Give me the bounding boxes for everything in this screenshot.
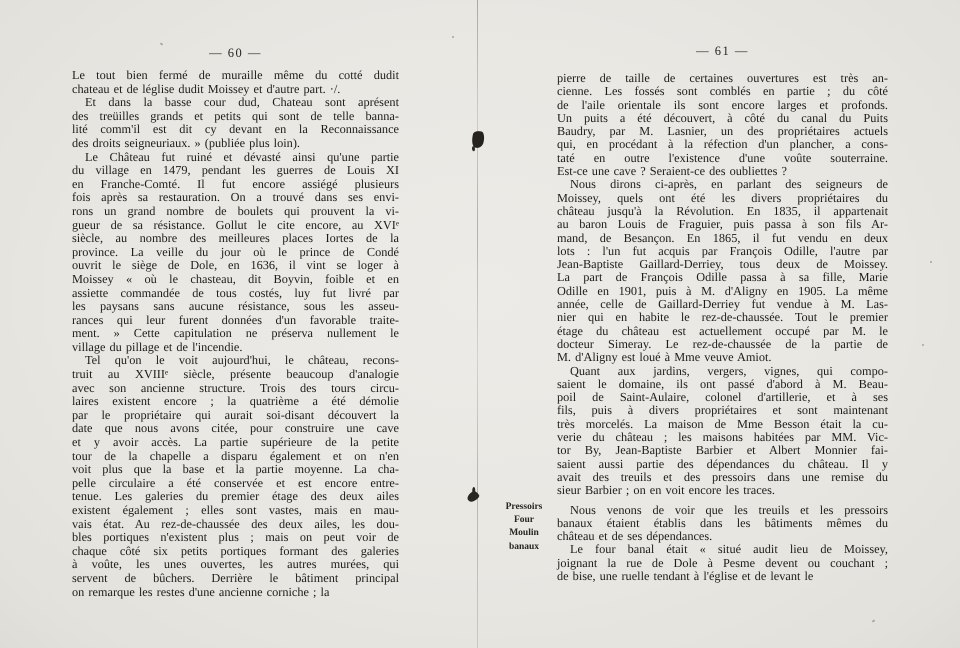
paragraph: [557, 72, 888, 178]
paper-speck: [930, 261, 932, 263]
text-line: Un puits a été découvert, à côté du canal du Puits: [557, 110, 888, 125]
text-line: lots : l'un fut acquis par François Odille, l'autre par: [557, 243, 888, 258]
text-line: du village en 1479, pendant les guerres de Louis XI: [72, 163, 399, 178]
page-number-right: — 61 —: [696, 44, 749, 58]
text-line: date que nous avons citée, pour construire une cave: [72, 421, 399, 436]
paragraph: [557, 178, 888, 364]
text-line: avec son ancienne structure. Trois des tours circu-: [72, 380, 399, 395]
text-line: Odille en 1901, puis à M. d'Aligny en 1905. La même: [557, 283, 888, 298]
text-line: tenue. Les galeries du premier étage des deux ailes: [72, 489, 399, 504]
text-line: province. La veille du jour où le prince de Condé: [72, 244, 399, 259]
text-line: qui, en procédant à la réfection d'un plancher, a cons-: [557, 137, 888, 152]
text-line: Le four banal était « situé audit lieu de Moissey,: [570, 542, 888, 557]
text-line: fois après sa restauration. On a trouvé dans ses envi-: [72, 190, 399, 205]
text-line: voit plus que la base et la partie moyenne. La cha-: [72, 462, 399, 477]
page-fold-divider: [477, 0, 478, 648]
margin-note-line: Four: [513, 515, 535, 526]
text-line: année, celle de Gaillard-Derriey fut vendue à M. Las-: [557, 297, 888, 312]
text-line: cienne. Les fossés sont comblés en partie ; du côté: [557, 84, 888, 99]
margin-note-line: Moulin: [509, 528, 539, 539]
text-line: tour de la chapelle a disparu également et on n'en: [72, 448, 399, 463]
text-line: La part de François Odille passa à sa fille, Marie: [557, 270, 888, 285]
text-line: Nous dirons ci-après, en parlant des seigneurs de: [570, 177, 888, 192]
text-line: Le tout bien fermé de muraille même du cotté dudit: [72, 68, 399, 82]
text-line: Tel qu'on le voit aujourd'hui, le château, recons-: [85, 353, 399, 368]
text-line: et y avoir accès. La partie supérieure de la petite: [72, 435, 399, 450]
text-line: pierre de taille de certaines ouvertures est très an-: [557, 71, 888, 85]
text-line: on remarque les restes d'une ancienne corniche ; la: [72, 584, 330, 599]
text-line: des treüilles grands et petits qui sont de telle banna-: [72, 108, 399, 123]
text-line: joignant la rue de Dole à Pesme devent ou couchant ;: [557, 555, 888, 570]
text-line: château jusqu'à la Révolution. En 1835, il appartenait: [557, 203, 888, 218]
margin-note-line: banaux: [508, 541, 540, 552]
paragraph: [72, 96, 399, 150]
text-line: tor By, Jean-Baptiste Barbier et Albert Monnier fai-: [557, 443, 888, 458]
text-line: Jean-Baptiste Gaillard-Derriey, tous deux de Moissey.: [557, 257, 888, 272]
text-line: des droits seigneuriaux. » (publiée plus loin).: [72, 135, 300, 150]
text-line: M. d'Aligny est loué à Mme veuve Amiot.: [557, 350, 772, 365]
text-line: docteur Simeray. Le rez-de-chaussée de la partie de: [557, 336, 888, 351]
text-line: banaux étaient établis dans les bâtiments mêmes du: [557, 515, 888, 530]
text-line: très morcelés. La maison de Mme Besson était la cu-: [557, 416, 888, 431]
paper-speck: [872, 619, 876, 622]
text-line: pelle circulaire a été conservée et est encore entre-: [72, 475, 399, 490]
text-line: existent également ; elles sont vastes, mais en mau-: [72, 503, 399, 517]
text-line: de bise, une ruelle tendant à l'église et de levant le: [557, 568, 814, 583]
text-line: Quant aux jardins, vergers, vignes, qui compo-: [570, 363, 888, 378]
text-line: par le propriétaire qui aurait soi-disant découvert la: [72, 407, 399, 422]
text-line: Moissey « où le chasteau, dit Boyvin, foible et en: [72, 271, 399, 286]
text-line: chateau et de léglise dudit Moissey et d'autre part. ·/.: [72, 81, 341, 96]
paragraph: [557, 543, 888, 583]
text-line: ment. » Cette capitulation ne préserva nullement le: [72, 326, 399, 341]
ink-blot-middle: [466, 490, 481, 504]
paragraph: [557, 365, 888, 498]
paper-speck: [922, 344, 924, 346]
left-page-text-column: [72, 69, 399, 599]
text-line: les paysans sans aucune résistance, sous les asseu-: [72, 299, 399, 314]
text-line: laires existent encore ; la quatrième a été démolie: [72, 394, 399, 409]
paragraph: [557, 504, 888, 544]
margin-note: [494, 501, 554, 554]
text-line: verie du château ; les maisons habitées par MM. Vic-: [557, 430, 888, 445]
text-line: rances qui leur furent données d'un favorable traite-: [72, 312, 399, 327]
text-line: au baron Louis de Fraguier, puis passa à son fils Ar-: [557, 217, 888, 232]
text-line: lité comm'il est dit cy devant en la Reconnaissance: [72, 122, 399, 137]
paper-speck: [452, 36, 454, 38]
paragraph: [72, 151, 399, 355]
text-line: chaque côté six petits portiques formant des galeries: [72, 543, 399, 558]
text-line: servent de bûchers. Derrière le bâtiment principal: [72, 570, 399, 585]
text-line: rons un grand nombre de boulets qui prouvent la vi-: [72, 203, 399, 218]
text-line: gueur de sa résistance. Gollut le cite encore, au XVIᵉ: [72, 217, 399, 232]
text-line: bles portiques n'existent plus ; mais on peut voir de: [72, 530, 399, 545]
text-line: Moissey, quels ont été les divers propriétaires du: [557, 190, 888, 205]
right-page-text-column: [557, 72, 888, 583]
text-line: à voûte, les unes ouvertes, les autres murées, qui: [72, 557, 399, 572]
text-line: Nous venons de voir que les treuils et les pressoirs: [570, 502, 888, 517]
text-line: Et dans la basse cour dud, Chateau sont aprésent: [85, 95, 399, 110]
text-line: de l'aile orientale ils sont encore larges et profonds.: [557, 97, 888, 112]
text-line: étage du château est actuellement occupé par M. le: [557, 323, 888, 338]
margin-note-line: Pressoirs: [505, 502, 543, 512]
text-line: saient le domaine, ils ont passé d'abord à M. Beau-: [557, 376, 888, 391]
text-line: truit au XVIIIᵉ siècle, présente beaucoup d'analogie: [72, 367, 399, 382]
text-line: château et de ses dépendances.: [557, 529, 713, 544]
text-line: nier qui en habite le rez-de-chaussée. Tout le premier: [557, 310, 888, 325]
text-line: village du pillage et de l'incendie.: [72, 339, 243, 354]
text-line: saient aussi partie des dépendances du château. Il y: [557, 456, 888, 471]
text-line: assiette commandée de tous costés, luy fut livré par: [72, 285, 399, 300]
text-line: poil de Saint-Aulaire, colonel d'artillerie, et à ses: [557, 390, 888, 405]
text-line: siècle, au nombre des meilleures places Iortes de la: [72, 231, 399, 246]
paragraph: [72, 354, 399, 599]
text-line: fils, puis à divers propriétaires et sont maintenant: [557, 403, 888, 418]
text-line: Est-ce une cave ? Seraient-ce des oubliettes ?: [557, 164, 787, 179]
paragraph: [72, 69, 399, 96]
text-line: en Franche-Comté. Il fut encore assiégé plusieurs: [72, 176, 399, 191]
page-number-left: — 60 —: [209, 46, 262, 60]
text-line: taté en outre l'existence d'une voûte souterraine.: [557, 150, 888, 165]
text-line: mand, de Besançon. En 1865, il fut vendu en deux: [557, 230, 888, 245]
text-line: ouvrit le siège de Dole, en 1636, il vint se loger à: [72, 258, 399, 273]
text-line: vais état. Au rez-de-chaussée des deux ailes, les dou-: [72, 516, 399, 531]
text-line: avait des treuils et des pressoirs dans une remise du: [557, 469, 888, 484]
text-line: Le Château fut ruiné et dévasté ainsi qu'une partie: [85, 149, 399, 164]
ink-blot-top: [470, 130, 485, 149]
text-line: Baudry, par M. Lasnier, un des propriétaires actuels: [557, 124, 888, 139]
text-line: sieur Barbier ; on en voit encore les traces.: [557, 483, 775, 498]
